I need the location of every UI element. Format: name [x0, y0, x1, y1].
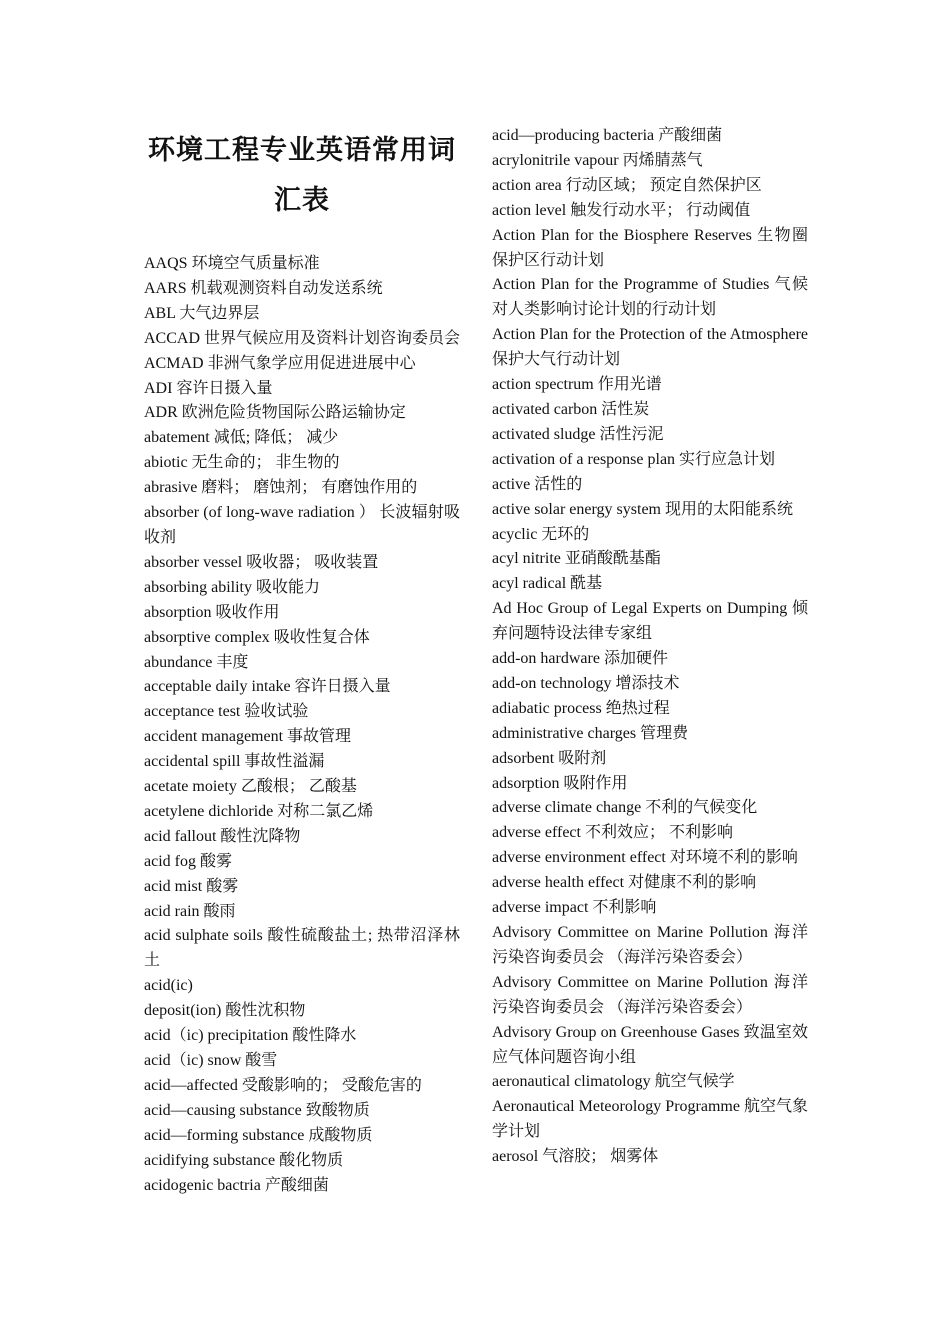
glossary-entry: Advisory Committee on Marine Pollution 海洋污染咨询委员会 （海洋污染咨委会） — [492, 973, 808, 1016]
glossary-entry: adiabatic process 绝热过程 — [492, 699, 670, 717]
glossary-entry: activated carbon 活性炭 — [492, 400, 650, 418]
glossary-entry: add-on technology 增添技术 — [492, 674, 680, 692]
glossary-entry: acid fallout 酸性沈降物 — [144, 827, 301, 845]
glossary-entry: acceptance test 验收试验 — [144, 703, 309, 721]
glossary-entry: action area 行动区域； 预定自然保护区 — [492, 176, 762, 194]
glossary-entry: acyl nitrite 亚硝酸酰基酯 — [492, 550, 661, 568]
glossary-entry: activated sludge 活性污泥 — [492, 425, 664, 443]
glossary-entry: Action Plan for the Protection of the Atmosphere 保护大气行动计划 — [492, 326, 808, 369]
glossary-entry: adverse health effect 对健康不利的影响 — [492, 874, 757, 892]
glossary-entry: Action Plan for the Programme of Studies 气候对人类影响讨论计划的行动计划 — [492, 276, 808, 319]
glossary-entry: acceptable daily intake 容许日摄入量 — [144, 678, 391, 696]
glossary-entry: absorption 吸收作用 — [144, 603, 280, 621]
glossary-entry: Ad Hoc Group of Legal Experts on Dumping 倾弃问题特设法律专家组 — [492, 600, 808, 643]
glossary-entry: ADI 容许日摄入量 — [144, 379, 273, 397]
glossary-entry: acyclic 无环的 — [492, 525, 590, 543]
glossary-entry: acid（ic) precipitation 酸性降水 — [144, 1027, 357, 1045]
glossary-entry: acyl radical 酰基 — [492, 575, 603, 593]
glossary-entry: action spectrum 作用光谱 — [492, 376, 662, 394]
left-entry-list — [144, 252, 460, 1198]
glossary-entry: acid—affected 受酸影响的； 受酸危害的 — [144, 1076, 422, 1094]
glossary-entry: adsorption 吸附作用 — [492, 774, 628, 792]
glossary-entry: absorber vessel 吸收器； 吸收装置 — [144, 553, 379, 571]
right-entry-list — [492, 124, 808, 1170]
glossary-entry: acid rain 酸雨 — [144, 902, 236, 920]
glossary-entry: action level 触发行动水平； 行动阈值 — [492, 201, 751, 219]
glossary-entry: acid—producing bacteria 产酸细菌 — [492, 127, 723, 144]
glossary-entry: absorber (of long-wave radiation ） 长波辐射吸收剂 — [144, 504, 460, 546]
glossary-entry: adverse environment effect 对环境不利的影响 — [492, 849, 798, 867]
glossary-entry: Action Plan for the Biosphere Reserves 生物圈保护区行动计划 — [492, 226, 808, 269]
glossary-entry: Advisory Group on Greenhouse Gases 致温室效应气体问题咨询小组 — [492, 1023, 808, 1066]
glossary-entry: acid—forming substance 成酸物质 — [144, 1126, 373, 1144]
left-column — [144, 124, 460, 1198]
glossary-entry: adverse effect 不利效应； 不利影响 — [492, 824, 733, 842]
glossary-entry: accidental spill 事故性溢漏 — [144, 753, 325, 771]
glossary-entry: ACCAD 世界气候应用及资料计划咨询委员会 — [144, 329, 461, 347]
glossary-entry: deposit(ion) 酸性沈积物 — [144, 1002, 306, 1020]
glossary-entry: administrative charges 管理费 — [492, 724, 689, 742]
glossary-entry: add-on hardware 添加硬件 — [492, 650, 668, 668]
glossary-entry: adverse impact 不利影响 — [492, 899, 657, 917]
glossary-entry: acid(ic) — [144, 977, 193, 995]
right-column — [492, 124, 808, 1170]
glossary-entry: acetylene dichloride 对称二氯乙烯 — [144, 802, 374, 820]
glossary-entry: AARS 机载观测资料自动发送系统 — [144, 279, 383, 297]
glossary-entry: acetate moiety 乙酸根； 乙酸基 — [144, 778, 357, 796]
glossary-entry: adverse climate change 不利的气候变化 — [492, 799, 758, 817]
glossary-entry: acid—causing substance 致酸物质 — [144, 1101, 370, 1119]
glossary-entry: accident management 事故管理 — [144, 728, 352, 746]
glossary-entry: aeronautical climatology 航空气候学 — [492, 1073, 735, 1091]
glossary-entry: aerosol 气溶胶； 烟雾体 — [492, 1148, 659, 1166]
glossary-entry: activation of a response plan 实行应急计划 — [492, 450, 776, 468]
glossary-entry: acidifying substance 酸化物质 — [144, 1151, 344, 1169]
page-title: 环境工程专业英语常用词汇表 — [148, 135, 456, 216]
glossary-entry: abatement 减低; 降低； 减少 — [144, 429, 339, 447]
glossary-entry: acid sulphate soils 酸性硫酸盐土; 热带沼泽林土 — [144, 927, 460, 970]
glossary-entry: Aeronautical Meteorology Programme 航空气象学计划 — [492, 1098, 808, 1141]
glossary-entry: acid fog 酸雾 — [144, 852, 232, 870]
glossary-entry: active 活性的 — [492, 475, 583, 493]
glossary-entry: acid mist 酸雾 — [144, 877, 239, 895]
glossary-entry: abiotic 无生命的； 非生物的 — [144, 454, 340, 472]
glossary-entry: ACMAD 非洲气象学应用促进进展中心 — [144, 354, 416, 372]
glossary-entry: acidogenic bactria 产酸细菌 — [144, 1176, 329, 1194]
glossary-entry: acrylonitrile vapour 丙烯腈蒸气 — [492, 151, 703, 169]
glossary-entry: abrasive 磨料； 磨蚀剂； 有磨蚀作用的 — [144, 479, 418, 497]
glossary-entry: acid（ic) snow 酸雪 — [144, 1052, 278, 1069]
glossary-entry: absorptive complex 吸收性复合体 — [144, 628, 370, 646]
glossary-entry: absorbing ability 吸收能力 — [144, 578, 320, 596]
glossary-entry: active solar energy system 现用的太阳能系统 — [492, 500, 793, 518]
glossary-entry: ADR 欧洲危险货物国际公路运输协定 — [144, 404, 406, 422]
glossary-entry: Advisory Committee on Marine Pollution 海洋污染咨询委员会 （海洋污染咨委会） — [492, 924, 808, 966]
glossary-entry: abundance 丰度 — [144, 653, 249, 671]
glossary-entry: adsorbent 吸附剂 — [492, 749, 607, 767]
glossary-entry: ABL 大气边界层 — [144, 304, 260, 322]
glossary-entry: AAQS 环境空气质量标准 — [144, 255, 320, 272]
